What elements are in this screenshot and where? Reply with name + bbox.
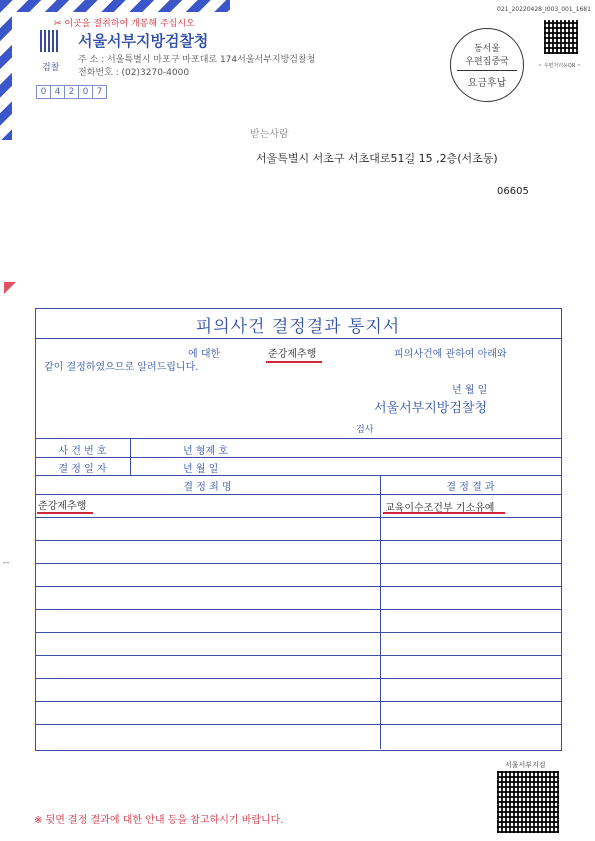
recipient-address: 서울특별시 서초구 서초대로51길 15 ,2층(서초동) [256,152,498,165]
row-divider-3 [35,475,561,476]
decision-date-value: 년 월 일 [183,464,219,475]
fold-dash: -- [3,558,10,568]
decision-date-label: 결 정 일 자 [58,464,107,475]
notice-form-frame [35,308,562,751]
fold-marker [4,282,16,294]
issue-date: 년 월 일 [452,385,488,396]
table-row-line [35,655,561,656]
postage-stamp: 동서울 우편집중국 요금후납 [450,28,524,102]
scissors-icon: ✂ [54,19,62,29]
result-value: 교육이수조건부 기소유예 [385,503,495,514]
form-title: 피의사건 결정결과 통지서 [195,317,401,337]
header-divider [35,494,561,495]
tear-notice: ✂ 이곳을 절취하여 개봉해 주십시오 [54,19,195,29]
bottom-qr-label: 서울서부지검 [505,761,546,769]
row-divider-1 [35,438,561,439]
postal-qr-caption: ~ 우편처리용QR ~ [538,63,582,69]
table-row-line [35,586,561,587]
envelope-stripe-left [0,0,12,140]
table-row-line [35,632,561,633]
office-name: 서울서부지방검찰청 [78,32,209,50]
postal-qr-code [544,20,578,54]
recipient-zip: 06605 [497,186,529,197]
doc-code: 021_20220428_I003_001_1681 [497,6,591,13]
issuer-office: 서울서부지방검찰청 [374,401,488,416]
bottom-qr-code [497,771,559,833]
title-divider [35,338,561,339]
table-row-line [35,609,561,610]
label-column-divider [130,438,131,475]
crime-name-underline [266,361,322,363]
charge-value: 준강제추행 [38,501,87,512]
prosecution-logo [40,30,66,60]
footer-note: ※ 뒷면 결정 결과에 대한 안내 등을 참고하시기 바랍니다. [34,815,284,826]
charge-underline [37,512,93,514]
intro-prefix: 에 대한 [188,349,221,360]
intro-suffix: 피의사건에 관하여 아래와 [394,349,507,360]
table-row-line [35,724,561,725]
row-divider-2 [35,457,561,458]
sender-zip: 0 4 2 0 7 [36,79,106,99]
prosecutor-label: 검사 [356,425,374,435]
col-header-result: 결 정 결 과 [446,482,495,493]
table-row-line [35,563,561,564]
recipient-label: 받는사람 [250,129,289,140]
intro-line2: 같이 결정하였으므로 알려드립니다. [44,362,199,373]
table-row-line [35,540,561,541]
envelope-stripe-top [0,0,230,12]
table-row-line [35,678,561,679]
intro-crime-name: 준강제추행 [268,349,317,360]
office-phone: 전화번호 : (02)3270-4000 [78,68,190,78]
case-number-value: 년 형제 호 [183,446,228,457]
logo-caption: 검찰 [42,63,60,73]
col-header-charge: 결 정 죄 명 [183,482,232,493]
table-row-line [35,701,561,702]
table-row-line [35,517,561,518]
office-address: 주 소 : 서울특별시 마포구 마포대로 174서울서부지방검찰청 [78,55,316,65]
case-number-label: 사 건 번 호 [58,446,107,457]
result-underline [383,512,505,514]
